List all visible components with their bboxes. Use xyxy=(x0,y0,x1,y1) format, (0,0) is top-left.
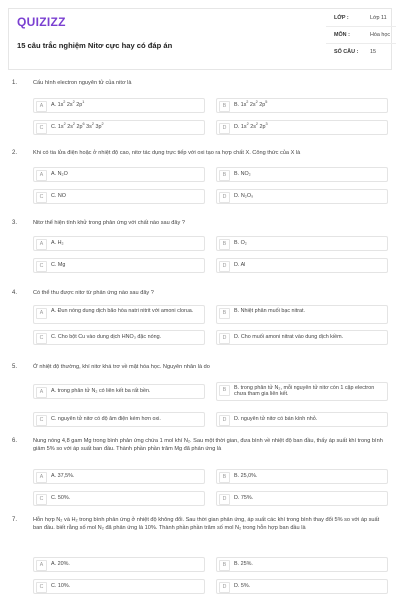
option-text: D. N₂O₅ xyxy=(234,193,254,199)
option-letter: A xyxy=(36,472,47,483)
option-letter: C xyxy=(36,261,47,272)
option-text: B. Nhiệt phân muối bạc nitrat. xyxy=(234,307,306,314)
option-letter: B xyxy=(219,170,230,181)
question-number: 7. xyxy=(12,517,18,523)
option-text: A. trong phân tử N₂ có liên kết ba rất bền. xyxy=(51,388,151,394)
option-letter: C xyxy=(36,123,47,134)
option-letter: D xyxy=(219,494,230,505)
meta-count-label: SỐ CÂU : xyxy=(334,49,359,55)
option-letter: B xyxy=(219,101,230,112)
question-number: 1. xyxy=(12,80,18,86)
option-letter: D xyxy=(219,192,230,203)
option-text: B. trong phân tử N₂, mỗi nguyên tử nitơ còn 1 cặp electron chưa tham gia liên kết. xyxy=(234,384,375,398)
option-letter: D xyxy=(219,261,230,272)
option-text: B. 25%. xyxy=(234,561,253,567)
option-letter: D xyxy=(219,333,230,344)
option-text: B. 25,0%. xyxy=(234,473,258,479)
meta-grade-label: LỚP : xyxy=(334,15,349,21)
option-letter: D xyxy=(219,415,230,426)
option-text: C. $1s^2$ $2s^2$ $2p^6$ $3s^2$ $3p^2$ xyxy=(51,122,104,130)
option-letter: C xyxy=(36,415,47,426)
question-number: 4. xyxy=(12,290,18,296)
option-text: C. Mg xyxy=(51,262,66,268)
question-text: Cấu hình electron nguyên tử của nitơ là xyxy=(33,80,132,86)
option-letter: D xyxy=(219,123,230,134)
quizizz-logo: QUIZIZZ xyxy=(17,15,66,29)
option-text: C. 10%. xyxy=(51,583,71,589)
question-text: Có thể thu được nitơ từ phản ứng nào sau đây ? xyxy=(33,290,154,296)
option-letter: A xyxy=(36,560,47,571)
option-text: D. $1s^2$ $2s^2$ $2p^3$ xyxy=(234,122,268,130)
meta-divider xyxy=(326,26,396,27)
option-text: D. Al xyxy=(234,262,246,268)
option-text: D. nguyên tử nitơ có bán kính nhỏ. xyxy=(234,416,318,422)
option-letter: B xyxy=(219,239,230,250)
option-letter: D xyxy=(219,582,230,593)
option-letter: C xyxy=(36,192,47,203)
question-number: 2. xyxy=(12,150,18,156)
option-letter: C xyxy=(36,333,47,344)
meta-subject-label: MÔN : xyxy=(334,32,350,38)
option-text: A. Đun nóng dung dịch bão hòa natri nitrit với amoni clorua. xyxy=(51,307,194,314)
option-text: B. O₂ xyxy=(234,240,247,246)
option-text: B. $1s^2$ $2s^2$ $2p^5$ xyxy=(234,100,268,108)
option-text: D. 75%. xyxy=(234,495,254,501)
meta-subject-value: Hóa học xyxy=(370,32,391,38)
question-text: Nung nóng 4,8 gam Mg trong bình phản ứng chứa 1 mol khí N₂. Sau một thời gian, đưa bình về nhiệt độ ban đầu, thấy áp suất khí trong bình giảm 5% so với áp suất ban đầu. Thành phần phần trăm Mg đã phản ứng là xyxy=(33,438,383,452)
option-text: A. $1s^2$ $2s^2$ $2p^1$ xyxy=(51,100,85,108)
worksheet-title: 15 câu trắc nghiệm Nitơ cực hay có đáp án xyxy=(17,41,173,50)
meta-grade-value: Lớp 11 xyxy=(370,15,387,21)
question-text: Nitơ thể hiện tính khử trong phản ứng với chất nào sau đây ? xyxy=(33,220,185,226)
question-number: 6. xyxy=(12,438,18,444)
option-letter: A xyxy=(36,101,47,112)
option-letter: A xyxy=(36,239,47,250)
question-text: Hỗn hợp N₂ và H₂ trong bình phản ứng ở nhiệt độ không đổi. Sau thời gian phản ứng, áp suất các khí trong bình thay đổi 5% so với áp suất ban đầu. biết rằng số mol N₂ đã phản ứng là 10%. Thành phần phần trăm số mol N₂ trong hỗn hợp ban đầu là xyxy=(33,517,380,531)
question-text: Khi có tia lửa điện hoặc ở nhiệt độ cao, nitơ tác dụng trực tiếp với oxi tạo ra hợp chất X. Công thức của X là xyxy=(33,150,301,156)
option-text: B. NO₂ xyxy=(234,171,251,177)
option-text: C. 50%. xyxy=(51,495,71,501)
option-text: C. Cho bột Cu vào dung dịch HNO₃ đặc nóng. xyxy=(51,334,162,340)
question-number: 5. xyxy=(12,364,18,370)
option-text: C. NO xyxy=(51,193,66,199)
option-text: C. nguyên tử nitơ có độ âm điện kém hơn oxi. xyxy=(51,416,161,422)
option-text: D. Cho muối amoni nitrat vào dung dịch kiềm. xyxy=(234,334,344,340)
option-text: A. H₂ xyxy=(51,240,64,246)
option-letter: C xyxy=(36,494,47,505)
option-text: A. 37,5%. xyxy=(51,473,75,479)
option-text: A. 20%. xyxy=(51,561,70,567)
option-letter: A xyxy=(36,170,47,181)
option-text: D. 5%. xyxy=(234,583,251,589)
question-text: Ở nhiệt độ thường, khí nitơ khá trơ về mặt hóa học. Nguyên nhân là do xyxy=(33,364,210,370)
meta-count-value: 15 xyxy=(370,49,376,55)
option-letter: B xyxy=(219,560,230,571)
option-letter: A xyxy=(36,387,47,398)
option-letter: C xyxy=(36,582,47,593)
option-letter: A xyxy=(36,308,47,319)
worksheet-header xyxy=(8,8,392,70)
option-letter: B xyxy=(219,308,230,319)
meta-divider xyxy=(326,43,396,44)
option-letter: B xyxy=(219,472,230,483)
question-number: 3. xyxy=(12,220,18,226)
option-text: A. N₂O xyxy=(51,171,68,177)
option-letter: B xyxy=(219,385,230,396)
